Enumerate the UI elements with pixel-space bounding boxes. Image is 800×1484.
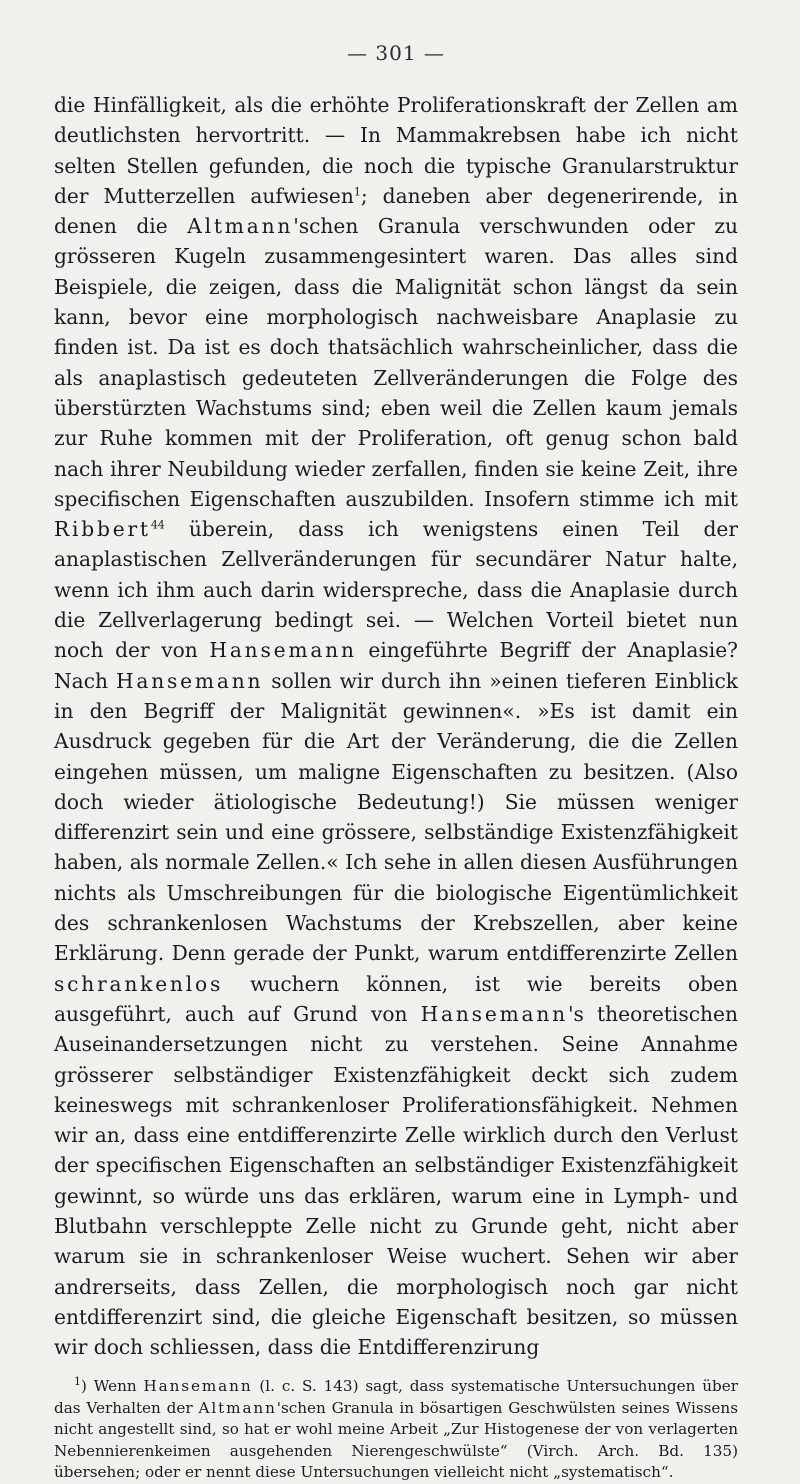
author-name-hansemann: Hansemann (143, 1377, 253, 1396)
author-name-hansemann: Hansemann (115, 668, 264, 693)
main-paragraph (54, 90, 738, 1362)
author-name-hansemann: Hansemann (420, 1001, 568, 1026)
author-name-altmann: Altmann (187, 214, 294, 239)
text-segment: 's theoretischen Auseinandersetzungen nicht zu verstehen. Seine Annahme grösserer selbständiger Existenzfähigkeit deckt sich zudem keineswegs mit schrankenloser Proliferationsfähigkeit. Nehmen wir an, dass eine entdifferenzirte Zelle wirklich durch den Verlust der specifischen Eigenschaften an selbständiger Existenzfähigkeit gewinnt, so würde uns das erklären, warum eine in Lymph- und Blutbahn verschleppte Zelle nicht zu Grunde geht, nicht aber warum sie in schrankenloser Weise wuchert. Sehen wir aber andrerseits, dass Zellen, die morphologisch noch gar nicht entdifferenzirt sind, die gleiche Eigenschaft besitzen, so müssen wir doch schliessen, dass die Entdifferenzirung (54, 1001, 739, 1360)
author-name-altmann: Altmann (198, 1398, 277, 1417)
footnote-marker: 1 (74, 1375, 81, 1389)
text-segment: ; daneben aber degenerirende, in denen die (54, 183, 738, 239)
page-number: — 301 — (347, 41, 445, 65)
author-name-hansemann: Hansemann (209, 638, 357, 663)
text-segment: 'schen Granula in bösartigen Geschwülsten seines Wissens nicht angestellt sind, so hat er wohl meine Arbeit „Zur Histogenese der von verlagerten Nebennierenkeimen ausgehenden Nierengeschwülste“ (Virch. Arch. Bd. 135) übersehen; oder er nennt diese Untersuchungen vielleicht nicht „systematisch“. (54, 1398, 738, 1482)
text-segment: die Hinfälligkeit, als die erhöhte Proliferationskraft der Zellen am deutlichsten hervortritt. — In Mammakrebsen habe ich nicht selten Stellen gefunden, die noch die typische Granularstruktur der Mutterzellen aufwiesen (54, 93, 738, 208)
text-segment: sollen wir durch ihn »einen tieferen Einblick in den Begriff der Malignität gewinnen«. »Es ist damit ein Ausdruck gegeben für die Art der Veränderung, die die Zellen eingehen müssen, um maligne Eigenschaften zu besitzen. (Also doch wieder ätiologische Bedeutung!) Sie müssen weniger differenzirt sein und eine grössere, selbständige Existenzfähigkeit haben, als normale Zellen.« Ich sehe in allen diesen Ausführungen nichts als Umschreibungen für die biologische Eigentümlichkeit des schrankenlosen Wachstums der Krebszellen, aber keine Erklärung. Denn gerade der Punkt, warum entdifferenzirte Zellen (54, 668, 738, 966)
author-name-ribbert: Ribbert (54, 517, 151, 542)
footnote-reference[interactable]: 1 (353, 185, 361, 199)
citation-reference: 44 (150, 518, 165, 532)
text-segment: wuchern können, ist wie bereits oben ausgeführt, auch auf Grund von (54, 971, 738, 1026)
text-segment: Wenn (86, 1377, 144, 1396)
text-segment: überein, dass ich wenigstens einen Teil der anaplastischen Zellveränderungen für secundärer Natur halte, wenn ich ihm auch darin widerspreche, dass die Anaplasie durch die Zellverlagerung bedingt sei. — Welchen Vorteil bietet nun noch der von (54, 517, 738, 663)
text-segment: eingeführte Begriff der Anaplasie? Nach (54, 638, 739, 693)
text-segment: (l. c. S. 143) sagt, dass systematische Untersuchungen über das Verhalten der (54, 1377, 739, 1417)
emphasized-word: schrankenlos (54, 971, 224, 996)
footnote (54, 1376, 738, 1484)
footnote-paren: ) (81, 1377, 87, 1396)
text-segment: 'schen Granula verschwunden oder zu grösseren Kugeln zusammengesintert waren. Das alles sind Beispiele, die zeigen, dass die Malignität schon längst da sein kann, bevor eine morphologisch nachweisbare Anaplasie zu finden ist. Da ist es doch thatsächlich wahrscheinlicher, dass die als anaplastisch gedeuteten Zellveränderungen die Folge des überstürzten Wachstums sind; eben weil die Zellen kaum jemals zur Ruhe kommen mit der Proliferation, oft genug schon bald nach ihrer Neubildung wieder zerfallen, finden sie keine Zeit, ihre specifischen Eigenschaften auszubilden. Insofern stimme ich mit (54, 214, 738, 511)
